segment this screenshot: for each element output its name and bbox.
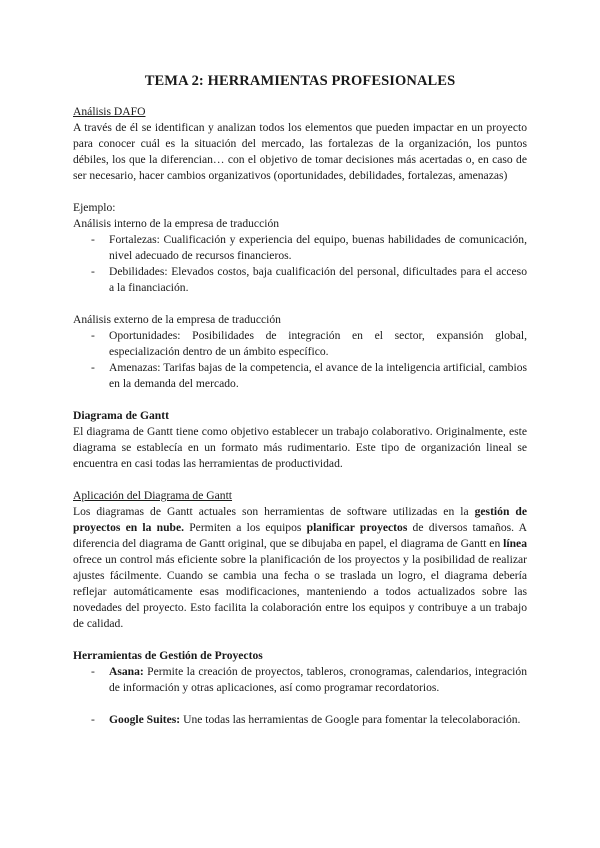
text-run: Permiten a los equipos <box>184 521 307 534</box>
analisis-interno-heading: Análisis interno de la empresa de traducción <box>73 217 280 230</box>
page-content <box>73 72 527 728</box>
text-run: ofrece un control más eficiente sobre la planificación de los proyectos y la posibilidad de realizar ajustes fácilmente. Cuando se cambia una fecha o se traslada un logro, el diagrama debería reflejar automáticamente esas modificaciones, manteniendo a todos actualizados sobre las novedades del proyecto. Esto facilita la colaboración entre los equipos y contribuye a un trabajo de calidad. <box>73 553 527 630</box>
dash-bullet: - <box>91 329 95 342</box>
list-item-text: Amenazas: Tarifas bajas de la competencia, el avance de la inteligencia artificial, cambios en la demanda del mercado. <box>109 361 527 390</box>
dafo-paragraph: A través de él se identifican y analizan todos los elementos que pueden impactar en un proyecto para conocer cuál es la situación del mercado, las fortalezas de la organización, los puntos débiles, los que la diferencian… con el objetivo de tomar decisiones más acertadas o, en caso de ser necesario, hacer cambios organizativos (oportunidades, debilidades, fortalezas, amenazas) <box>73 121 527 182</box>
analisis-externo-heading: Análisis externo de la empresa de traducción <box>73 313 281 326</box>
list-item-debilidades <box>73 264 527 296</box>
spacer <box>73 472 527 488</box>
tool-description: Une todas las herramientas de Google para fomentar la telecolaboración. <box>180 713 521 726</box>
analisis-externo-list <box>73 328 527 392</box>
bold-run: línea <box>503 537 527 550</box>
list-item-google-suites <box>73 712 527 728</box>
list-item-fortalezas <box>73 232 527 264</box>
list-item-asana <box>73 664 527 696</box>
list-item-oportunidades <box>73 328 527 360</box>
dafo-heading: Análisis DAFO <box>73 105 146 118</box>
analisis-interno-list <box>73 232 527 296</box>
list-item-amenazas <box>73 360 527 392</box>
list-spacer <box>73 696 527 712</box>
text-run: Los diagramas de Gantt actuales son herramientas de software utilizadas en la <box>73 505 475 518</box>
ejemplo-label: Ejemplo: <box>73 201 116 214</box>
gantt-heading: Diagrama de Gantt <box>73 409 169 422</box>
aplicacion-heading: Aplicación del Diagrama de Gantt <box>73 489 233 502</box>
list-item-text: Fortalezas: Cualificación y experiencia del equipo, buenas habilidades de comunicación, nivel adecuado de recursos financieros. <box>109 233 527 262</box>
tool-name: Google Suites: <box>109 713 181 726</box>
bold-run: gestión de proyectos en la nube. <box>73 505 527 534</box>
spacer <box>73 184 527 200</box>
spacer <box>73 392 527 408</box>
dash-bullet: - <box>91 233 95 246</box>
list-item-text: Oportunidades: Posibilidades de integración en el sector, expansión global, especialización dentro de un ámbito específico. <box>109 329 527 358</box>
page-title: TEMA 2: HERRAMIENTAS PROFESIONALES <box>144 73 456 89</box>
list-item-text: Debilidades: Elevados costos, baja cualificación del personal, dificultades para el acceso a la financiación. <box>109 265 527 294</box>
spacer <box>73 296 527 312</box>
gantt-paragraph: El diagrama de Gantt tiene como objetivo establecer un trabajo colaborativo. Originalmente, este diagrama se establecía en un formato más rudimentario. Este tipo de organización lineal se encuentra en casi todas las herramientas de productividad. <box>73 425 527 470</box>
herramientas-heading: Herramientas de Gestión de Proyectos <box>73 649 263 662</box>
dash-bullet: - <box>91 265 95 278</box>
bold-run: planificar proyectos <box>306 521 408 534</box>
dash-bullet: - <box>91 361 95 374</box>
dash-bullet: - <box>91 665 95 678</box>
spacer <box>73 632 527 648</box>
text-run: de diversos tamaños. A diferencia del diagrama de Gantt original, que se dibujaba en papel, el diagrama de Gantt en <box>73 521 527 550</box>
herramientas-list <box>73 664 527 728</box>
tool-name: Asana: <box>109 665 144 678</box>
aplicacion-paragraph <box>73 504 527 632</box>
tool-description: Permite la creación de proyectos, tableros, cronogramas, calendarios, integración de información y otras aplicaciones, así como programar recordatorios. <box>109 665 527 694</box>
dash-bullet: - <box>91 713 95 726</box>
